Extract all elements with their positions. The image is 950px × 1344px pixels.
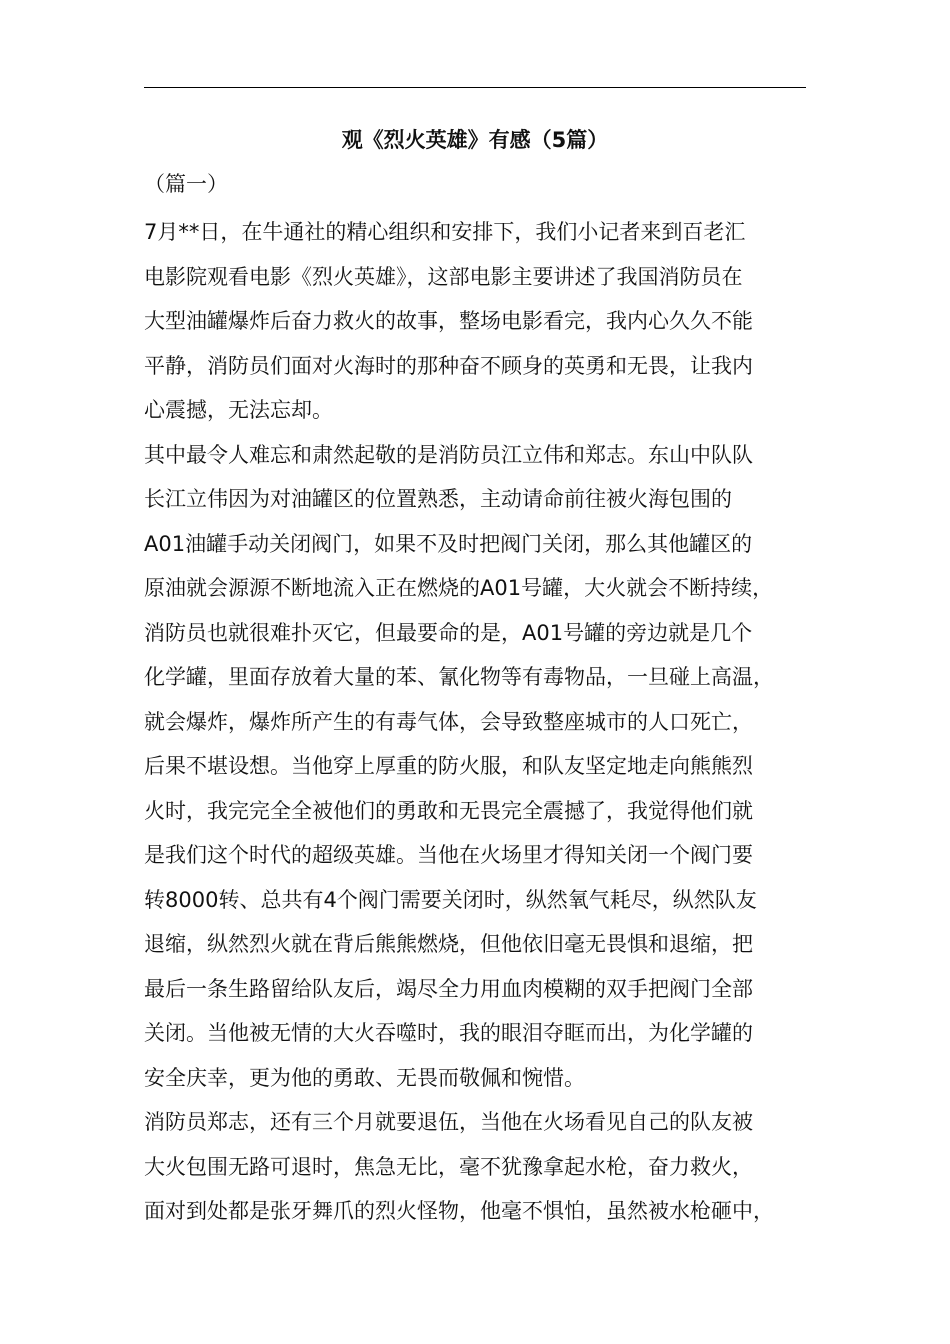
paragraph-line: 转8000转、总共有4个阀门需要关闭时，纵然氧气耗尽，纵然队友 [144, 887, 757, 912]
paragraph-line: 其中最令人难忘和肃然起敬的是消防员江立伟和郑志。东山中队队 [144, 442, 753, 467]
document-title: 观《烈火英雄》有感（5篇） [341, 128, 609, 152]
paragraph-line: 安全庆幸，更为他的勇敢、无畏而敬佩和惋惜。 [144, 1065, 585, 1090]
paragraph-line: 消防员郑志，还有三个月就要退伍，当他在火场看见自己的队友被 [144, 1110, 753, 1134]
paragraph-line: 就会爆炸，爆炸所产生的有毒气体，会导致整座城市的人口死亡， [144, 709, 753, 734]
paragraph-line: 关闭。当他被无情的大火吞噬时，我的眼泪夺眶而出，为化学罐的 [144, 1021, 753, 1045]
paragraph-line: 电影院观看电影《烈火英雄》，这部电影主要讲述了我国消防员在 [144, 264, 743, 289]
paragraph-line: 心震撼，无法忘却。 [144, 398, 333, 422]
paragraph-line: 长江立伟因为对油罐区的位置熟悉，主动请命前往被火海包围的 [144, 487, 732, 511]
header-rule [144, 87, 806, 88]
paragraph-line: 火时，我完完全全被他们的勇敢和无畏完全震撼了，我觉得他们就 [144, 798, 753, 823]
paragraph-line: 最后一条生路留给队友后，竭尽全力用血肉模糊的双手把阀门全部 [144, 976, 753, 1001]
paragraph-line: 退缩，纵然烈火就在背后熊熊燃烧，但他依旧毫无畏惧和退缩，把 [144, 932, 753, 956]
paragraph-line: 大火包围无路可退时，焦急无比，毫不犹豫拿起水枪，奋力救火， [144, 1154, 753, 1179]
paragraph-line: 大型油罐爆炸后奋力救火的故事，整场电影看完，我内心久久不能 [144, 309, 753, 333]
paragraph-line: A01油罐手动关闭阀门，如果不及时把阀门关闭，那么其他罐区的 [144, 531, 753, 556]
paragraph-line: 平静，消防员们面对火海时的那种奋不顾身的英勇和无畏，让我内 [144, 353, 753, 378]
paragraph [144, 210, 824, 433]
body-text [144, 210, 824, 1234]
paragraph [144, 433, 824, 1101]
paragraph-line: 原油就会源源不断地流入正在燃烧的A01号罐，大火就会不断持续， [144, 576, 774, 600]
section-label: （篇一） [144, 172, 228, 196]
paragraph-line: 后果不堪设想。当他穿上厚重的防火服，和队友坚定地走向熊熊烈 [144, 754, 753, 778]
paragraph-line: 7月**日，在牛通社的精心组织和安排下，我们小记者来到百老汇 [144, 220, 746, 244]
paragraph [144, 1100, 824, 1234]
paragraph-line: 消防员也就很难扑灭它，但最要命的是，A01号罐的旁边就是几个 [144, 620, 753, 645]
paragraph-line: 面对到处都是张牙舞爪的烈火怪物，他毫不惧怕，虽然被水枪砸中， [144, 1199, 774, 1223]
paragraph-line: 化学罐，里面存放着大量的苯、氰化物等有毒物品，一旦碰上高温， [144, 665, 774, 689]
paragraph-line: 是我们这个时代的超级英雄。当他在火场里才得知关闭一个阀门要 [144, 843, 753, 867]
